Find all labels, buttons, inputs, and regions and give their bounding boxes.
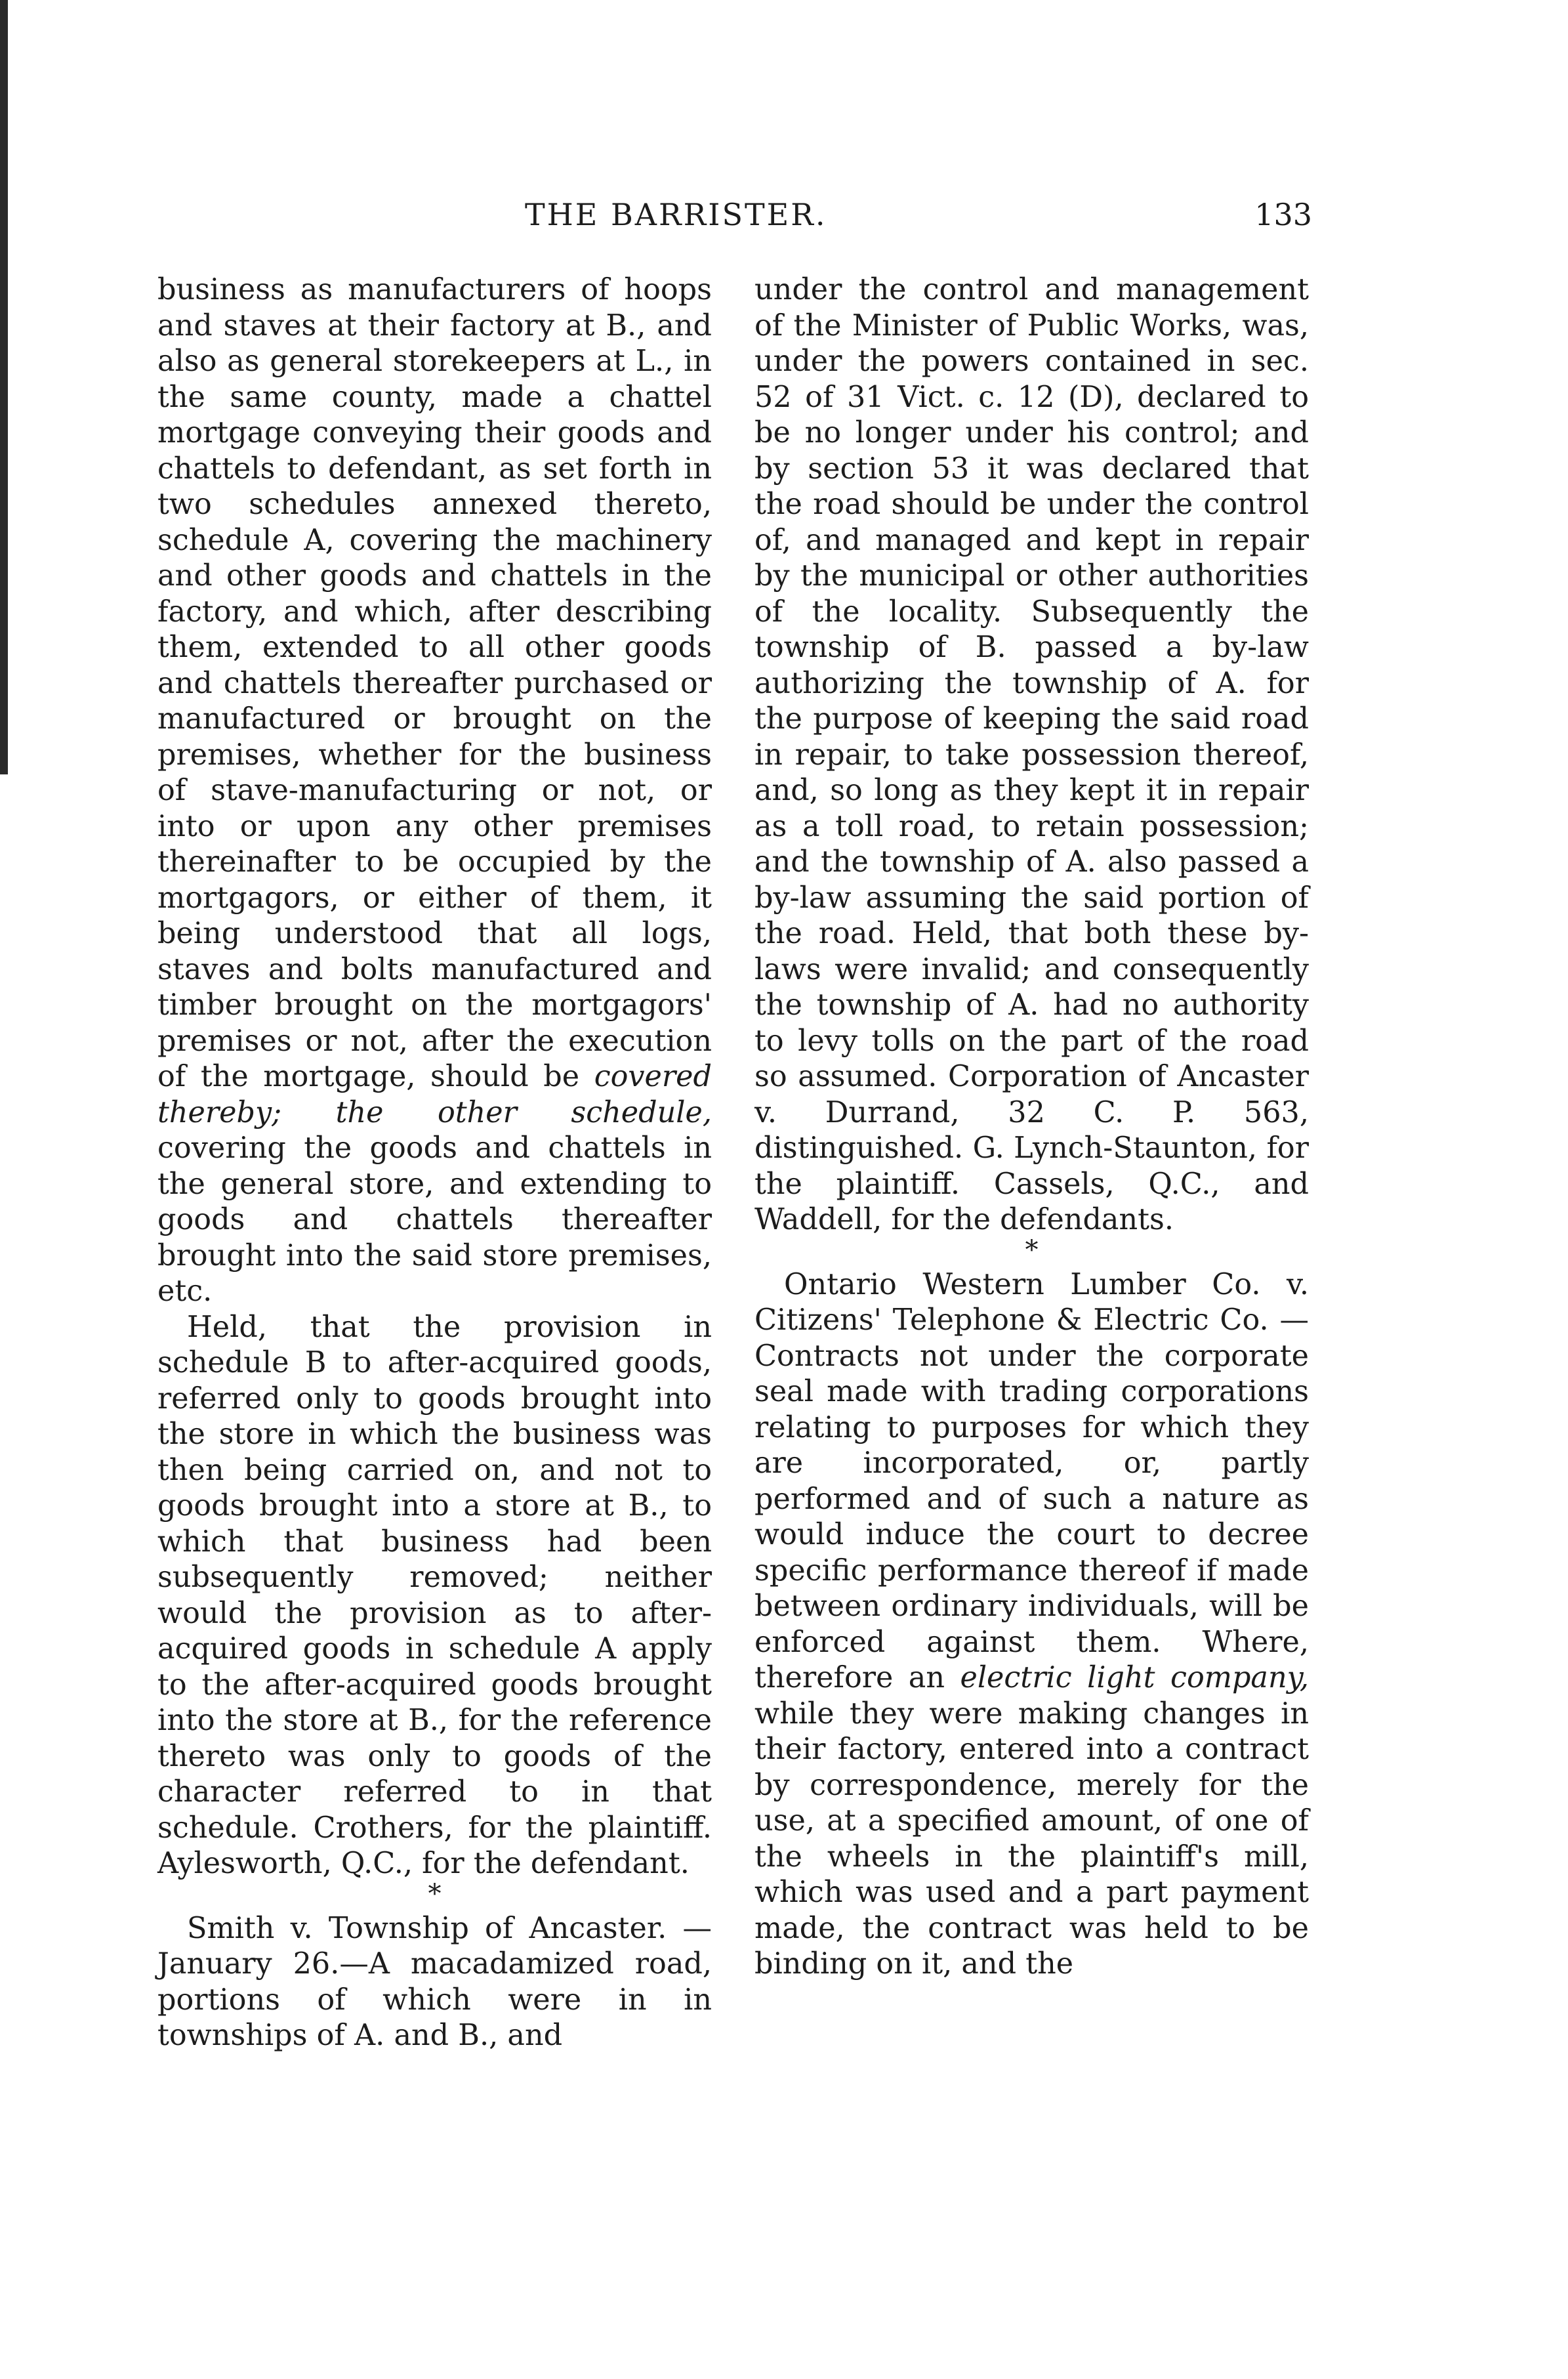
page-header: [157, 197, 1312, 243]
left-paragraph-1-text-a: business as manufacturers of hoops and staves at their factory at B., and also as general storekeepers at L., in the same county, made a chattel mortgage conveying their goods and chattels to defendant, as set forth in two schedules annexed thereto, schedule A, covering the machinery and other goods and chattels in the factory, and which, after describing them, extended to all other goods and chattels thereafter purchased or manufactured or brought on the premises, whether for the business of stave-manufacturing or not, or into or upon any other premises thereinafter to be occupied by the mortgagors, or either of them, it being understood that all logs, staves and bolts manufactured and timber brought on the mortgagors' premises or not, after the execution of the mortgage, should be: [157, 273, 712, 1093]
left-paragraph-3: Smith v. Township of Ancaster. —January 26.—A macadamized road, portions of which were in in townships of A. and B., and: [157, 1911, 712, 2052]
right-paragraph-2-text-a: Ontario Western Lumber Co. v. Citizens' Telephone & Electric Co. —Contracts not under the corporate seal made with trading corporations relating to purposes for which they are incorporated, or, partly performed and of such a nature as would induce the court to decree specific performance thereof if made between ordinary individuals, will be enforced against them. Where, therefore an: [754, 1267, 1309, 1695]
right-paragraph-1: under the control and management of the Minister of Public Works, was, under the powers contained in sec. 52 of 31 Vict. c. 12 (D), declared to be no longer under his control; and by section 53 it was declared that the road should be under the control of, and managed and kept in repair by the municipal or other authorities of the locality. Subsequently the township of B. passed a by-law authorizing the township of A. for the purpose of keeping the said road in repair, to take possession thereof, and, so long as they kept it in repair as a toll road, to retain possession; and the township of A. also passed a by-law assuming the said portion of the road. Held, that both these by-laws were invalid; and consequently the township of A. had no authority to levy tolls on the part of the road so assumed. Corporation of Ancaster v. Durrand, 32 C. P. 563, distinguished. G. Lynch-Staunton, for the plaintiff. Cassels, Q.C., and Waddell, for the defendants.: [754, 273, 1309, 1236]
left-paragraph-1-text-b: covering the goods and chattels in the general store, and extending to goods and chattels thereafter brought into the said store premises, etc.: [157, 1131, 712, 1308]
right-column: [754, 272, 1309, 1983]
right-paragraph-2-italic: electric light company,: [960, 1661, 1309, 1695]
page-number: 133: [1254, 197, 1312, 232]
left-column: [157, 272, 712, 2054]
left-paragraph-1: [157, 272, 712, 1310]
left-paragraph-1-italic: covered thereby; the other schedule,: [157, 1060, 712, 1129]
page-edge: [0, 0, 8, 774]
running-title: THE BARRISTER.: [525, 197, 827, 232]
right-paragraph-2-text-b: while they were making changes in their factory, entered into a contract by correspondence, merely for the use, at a specified amount, of one of the wheels in the plaintiff's mill, which was used and a part payment made, the contract was held to be binding on it, and the: [754, 1696, 1309, 1981]
left-paragraph-2: Held, that the provision in schedule B to after-acquired goods, referred only to goods brought into the store in which the business was then being carried on, and not to goods brought into a store at B., to which that business had been subsequently removed; neither would the provision as to after-acquired goods in schedule A apply to the after-acquired goods brought into the store at B., for the reference thereto was only to goods of the character referred to in that schedule. Crothers, for the plaintiff. Aylesworth, Q.C., for the defendant.: [157, 1310, 712, 1880]
left-separator: *: [428, 1878, 442, 1909]
right-separator: *: [1025, 1234, 1039, 1265]
right-paragraph-2: [754, 1267, 1309, 1983]
